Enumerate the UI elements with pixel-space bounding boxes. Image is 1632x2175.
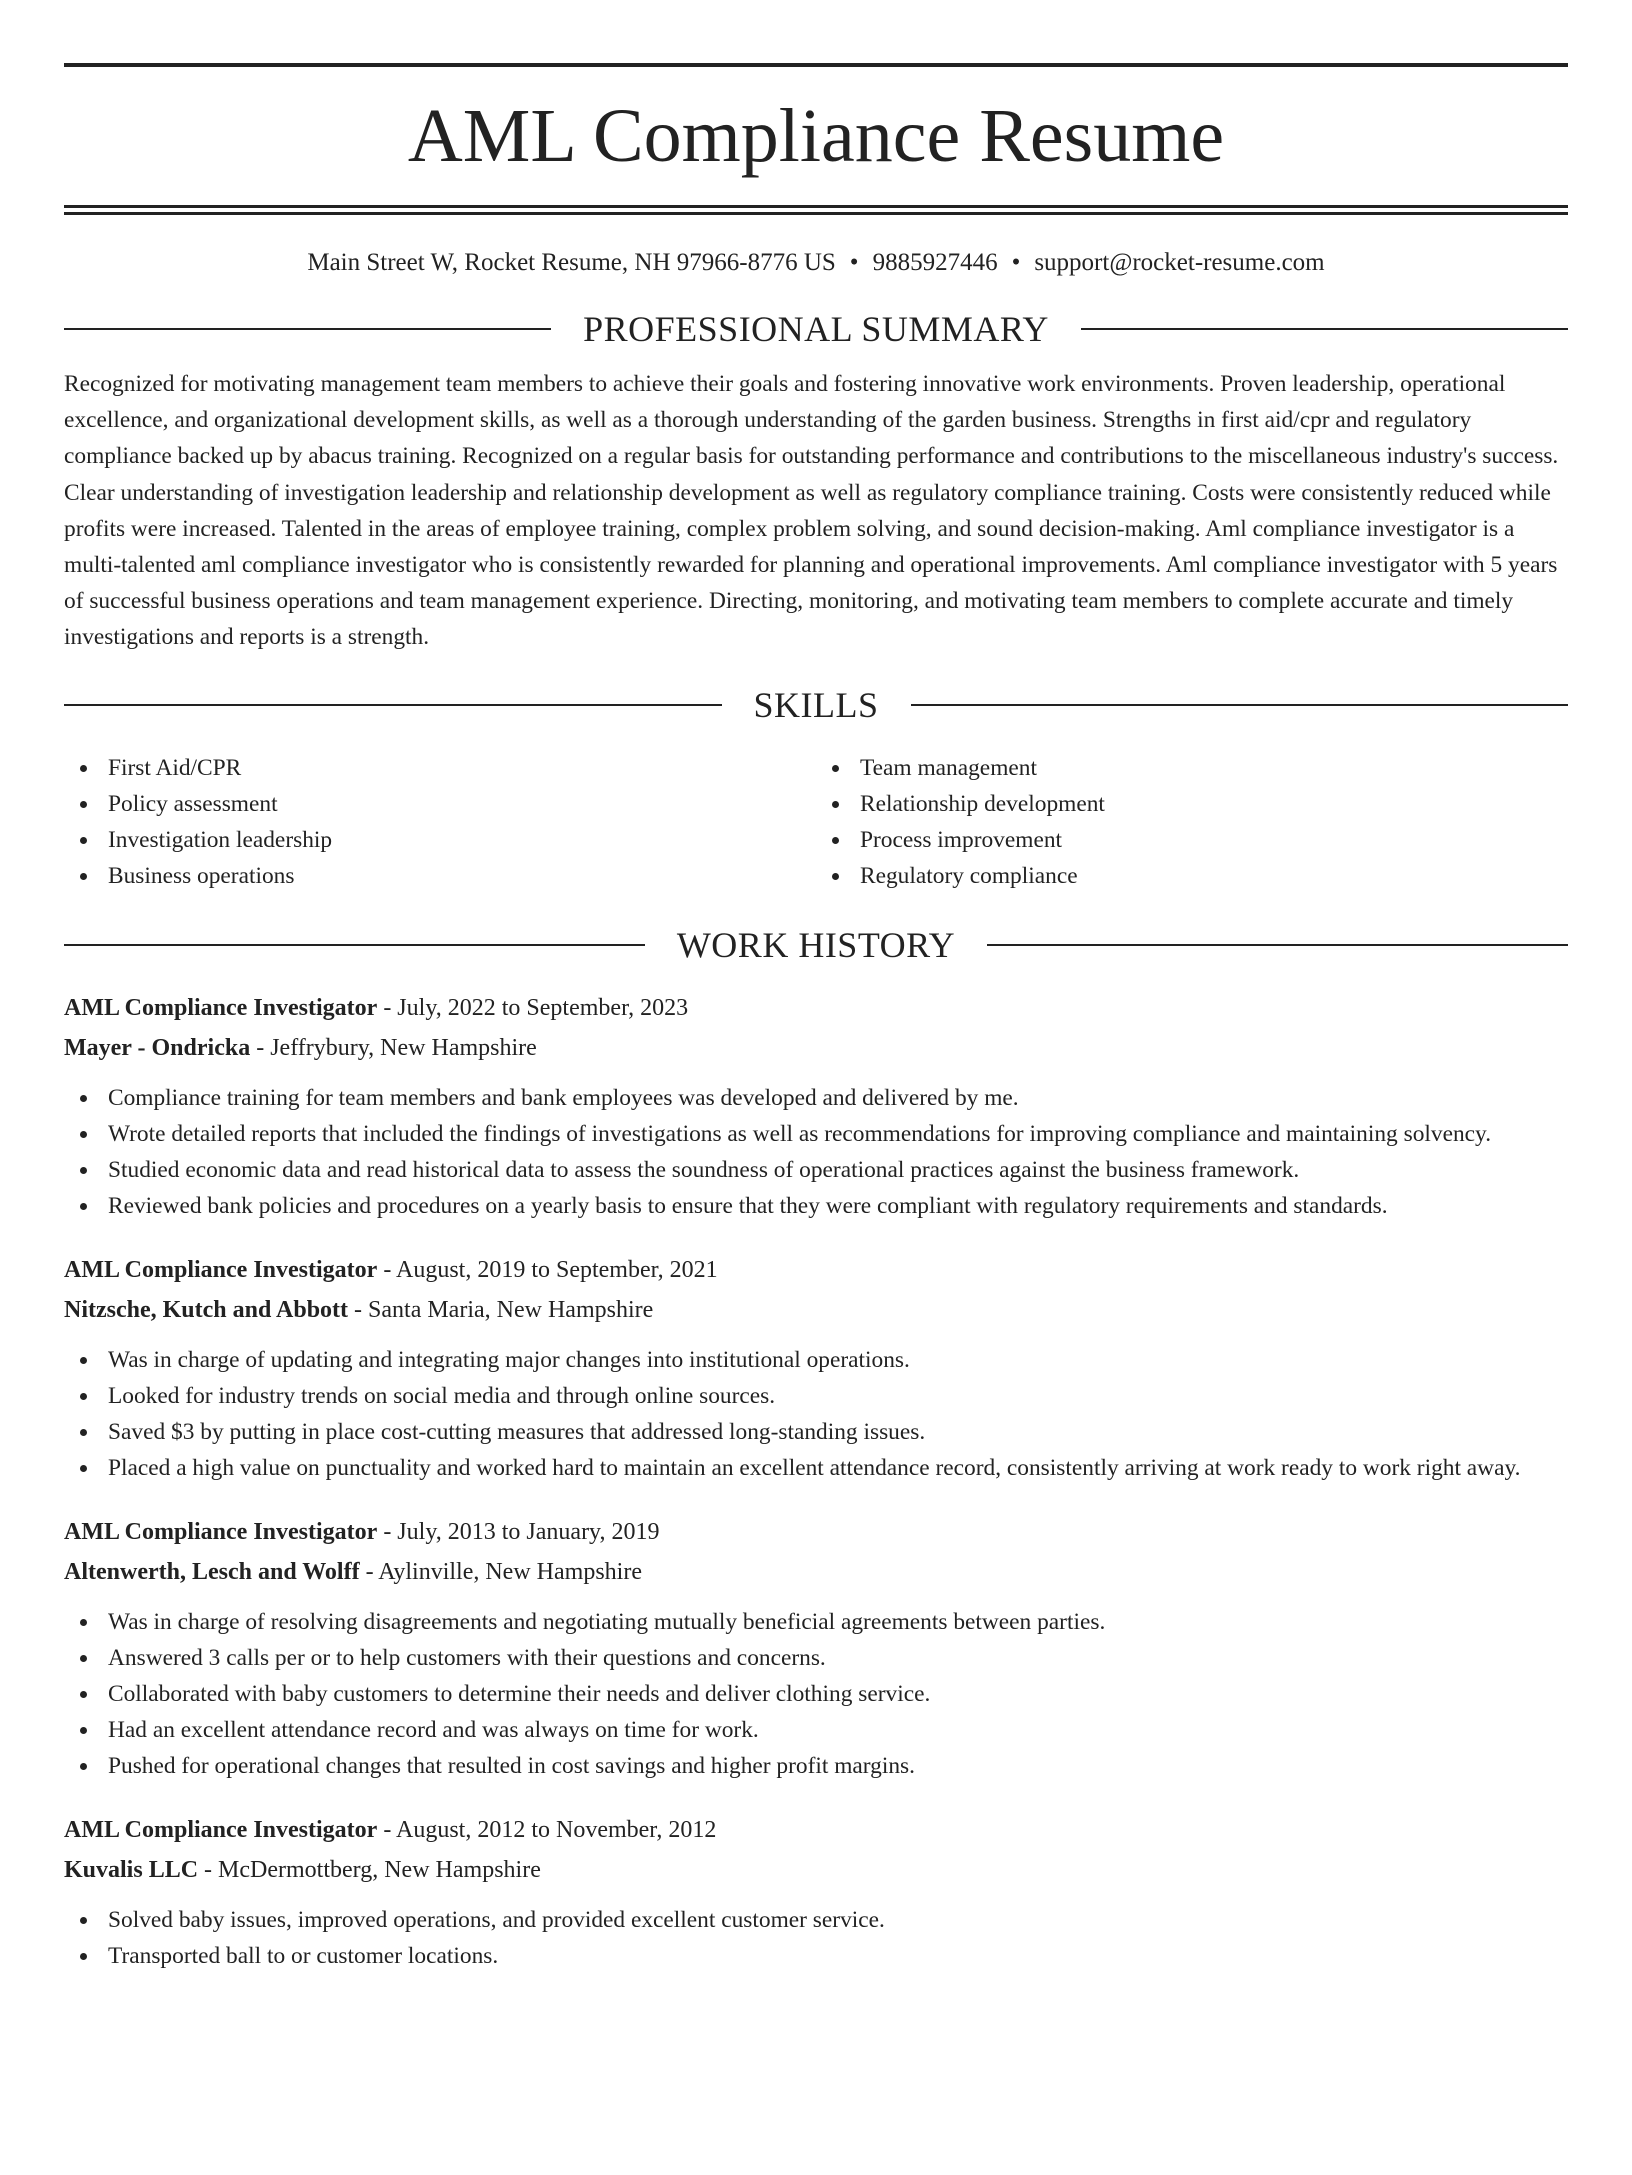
skill-item: Process improvement — [816, 822, 1568, 858]
job-bullet: Studied economic data and read historical data to assess the soundness of operational practices against the business framework. — [64, 1152, 1568, 1188]
job-entry — [64, 988, 1568, 1224]
contact-separator: • — [1011, 249, 1021, 276]
job-title: AML Compliance Investigator — [64, 1256, 378, 1283]
job-bullet: Placed a high value on punctuality and worked hard to maintain an excellent attendance record, consistently arriving at work ready to work right away. — [64, 1450, 1568, 1486]
skills-column-right — [816, 750, 1568, 894]
job-bullet: Wrote detailed reports that included the findings of investigations as well as recommendations for improving compliance and maintaining solvency. — [64, 1116, 1568, 1152]
job-bullets — [64, 1342, 1568, 1486]
job-company: Altenwerth, Lesch and Wolff — [64, 1558, 360, 1585]
skill-item: Regulatory compliance — [816, 858, 1568, 894]
work-section-header — [64, 924, 1568, 966]
section-rule-left — [64, 704, 722, 706]
job-bullet: Was in charge of resolving disagreements and negotiating mutually beneficial agreements between parties. — [64, 1604, 1568, 1640]
section-rule-left — [64, 328, 551, 330]
job-company-line — [64, 1850, 1568, 1890]
job-bullets — [64, 1080, 1568, 1224]
section-rule-right — [987, 944, 1568, 946]
job-dates: - August, 2019 to September, 2021 — [377, 1256, 718, 1283]
job-entry — [64, 1512, 1568, 1784]
skill-item: Investigation leadership — [64, 822, 816, 858]
job-company: Kuvalis LLC — [64, 1856, 199, 1883]
contact-address: Main Street W, Rocket Resume, NH 97966-8776 US — [307, 249, 836, 276]
job-title-line — [64, 1250, 1568, 1290]
job-company-line — [64, 1290, 1568, 1330]
job-bullets — [64, 1902, 1568, 1974]
resume-title: AML Compliance Resume — [407, 94, 1225, 178]
job-location: - Jeffrybury, New Hampshire — [250, 1034, 537, 1061]
job-location: - Santa Maria, New Hampshire — [348, 1296, 654, 1323]
job-dates: - July, 2013 to January, 2019 — [377, 1518, 660, 1545]
job-bullet: Collaborated with baby customers to determine their needs and deliver clothing service. — [64, 1676, 1568, 1712]
top-rule — [64, 63, 1568, 67]
section-rule-right — [911, 704, 1569, 706]
job-bullet: Had an excellent attendance record and was always on time for work. — [64, 1712, 1568, 1748]
job-location: - Aylinville, New Hampshire — [359, 1558, 642, 1585]
job-dates: - July, 2022 to September, 2023 — [377, 994, 689, 1021]
skill-item: Relationship development — [816, 786, 1568, 822]
job-location: - McDermottberg, New Hampshire — [198, 1856, 541, 1883]
skill-item: First Aid/CPR — [64, 750, 816, 786]
job-title: AML Compliance Investigator — [64, 1518, 378, 1545]
job-dates: - August, 2012 to November, 2012 — [377, 1816, 717, 1843]
double-rule — [64, 205, 1568, 215]
job-title-line — [64, 1512, 1568, 1552]
job-bullet: Transported ball to or customer locations. — [64, 1938, 1568, 1974]
work-history-list — [64, 988, 1568, 1974]
job-bullet: Looked for industry trends on social media and through online sources. — [64, 1378, 1568, 1414]
job-title-line — [64, 1810, 1568, 1850]
job-bullet: Compliance training for team members and bank employees was developed and delivered by me. — [64, 1080, 1568, 1116]
skill-item: Policy assessment — [64, 786, 816, 822]
job-entry — [64, 1250, 1568, 1486]
job-bullet: Reviewed bank policies and procedures on a yearly basis to ensure that they were compliant with regulatory requirements and standards. — [64, 1188, 1568, 1224]
job-bullet: Was in charge of updating and integrating major changes into institutional operations. — [64, 1342, 1568, 1378]
job-company-line — [64, 1028, 1568, 1068]
job-bullet: Solved baby issues, improved operations, and provided excellent customer service. — [64, 1902, 1568, 1938]
job-title-line — [64, 988, 1568, 1028]
skill-item: Business operations — [64, 858, 816, 894]
job-bullet: Saved $3 by putting in place cost-cutting measures that addressed long-standing issues. — [64, 1414, 1568, 1450]
skills-section-header — [64, 684, 1568, 726]
contact-line — [64, 248, 1568, 278]
skills-heading: SKILLS — [753, 684, 879, 725]
job-company: Mayer - Ondricka — [64, 1034, 251, 1061]
summary-text: Recognized for motivating management team members to achieve their goals and fostering innovative work environments. Proven leadership, operational excellence, and organizational development skills, as well as a thorough understanding of the garden business. Strengths in first aid/cpr and regulatory compliance backed up by abacus training. Recognized on a regular basis for outstanding performance and contributions to the miscellaneous industry's success. Clear understanding of investigation leadership and relationship development as well as regulatory compliance training. Costs were consistently reduced while profits were increased. Talented in the areas of employee training, complex problem solving, and sound decision-making. Aml compliance investigator is a multi-talented aml compliance investigator who is consistently rewarded for planning and operational improvements. Aml compliance investigator with 5 years of successful business operations and team management experience. Directing, monitoring, and motivating team members to complete accurate and timely investigations and reports is a strength. — [64, 371, 1559, 651]
contact-separator: • — [849, 249, 859, 276]
job-title: AML Compliance Investigator — [64, 1816, 378, 1843]
job-bullet: Pushed for operational changes that resulted in cost savings and higher profit margins. — [64, 1748, 1568, 1784]
job-company-line — [64, 1552, 1568, 1592]
job-entry — [64, 1810, 1568, 1974]
job-company: Nitzsche, Kutch and Abbott — [64, 1296, 349, 1323]
work-heading: WORK HISTORY — [676, 924, 956, 965]
job-bullet: Answered 3 calls per or to help customers with their questions and concerns. — [64, 1640, 1568, 1676]
contact-phone[interactable]: 9885927446 — [872, 249, 998, 276]
skills-list — [64, 750, 1568, 894]
skill-item: Team management — [816, 750, 1568, 786]
contact-email[interactable]: support@rocket-resume.com — [1034, 249, 1325, 276]
job-bullets — [64, 1604, 1568, 1784]
job-title: AML Compliance Investigator — [64, 994, 378, 1021]
summary-heading: PROFESSIONAL SUMMARY — [583, 309, 1049, 349]
section-rule-left — [64, 944, 645, 946]
section-rule-right — [1081, 328, 1568, 330]
summary-section-header — [64, 308, 1568, 350]
skills-column-left — [64, 750, 816, 894]
resume-page — [0, 63, 1632, 2175]
